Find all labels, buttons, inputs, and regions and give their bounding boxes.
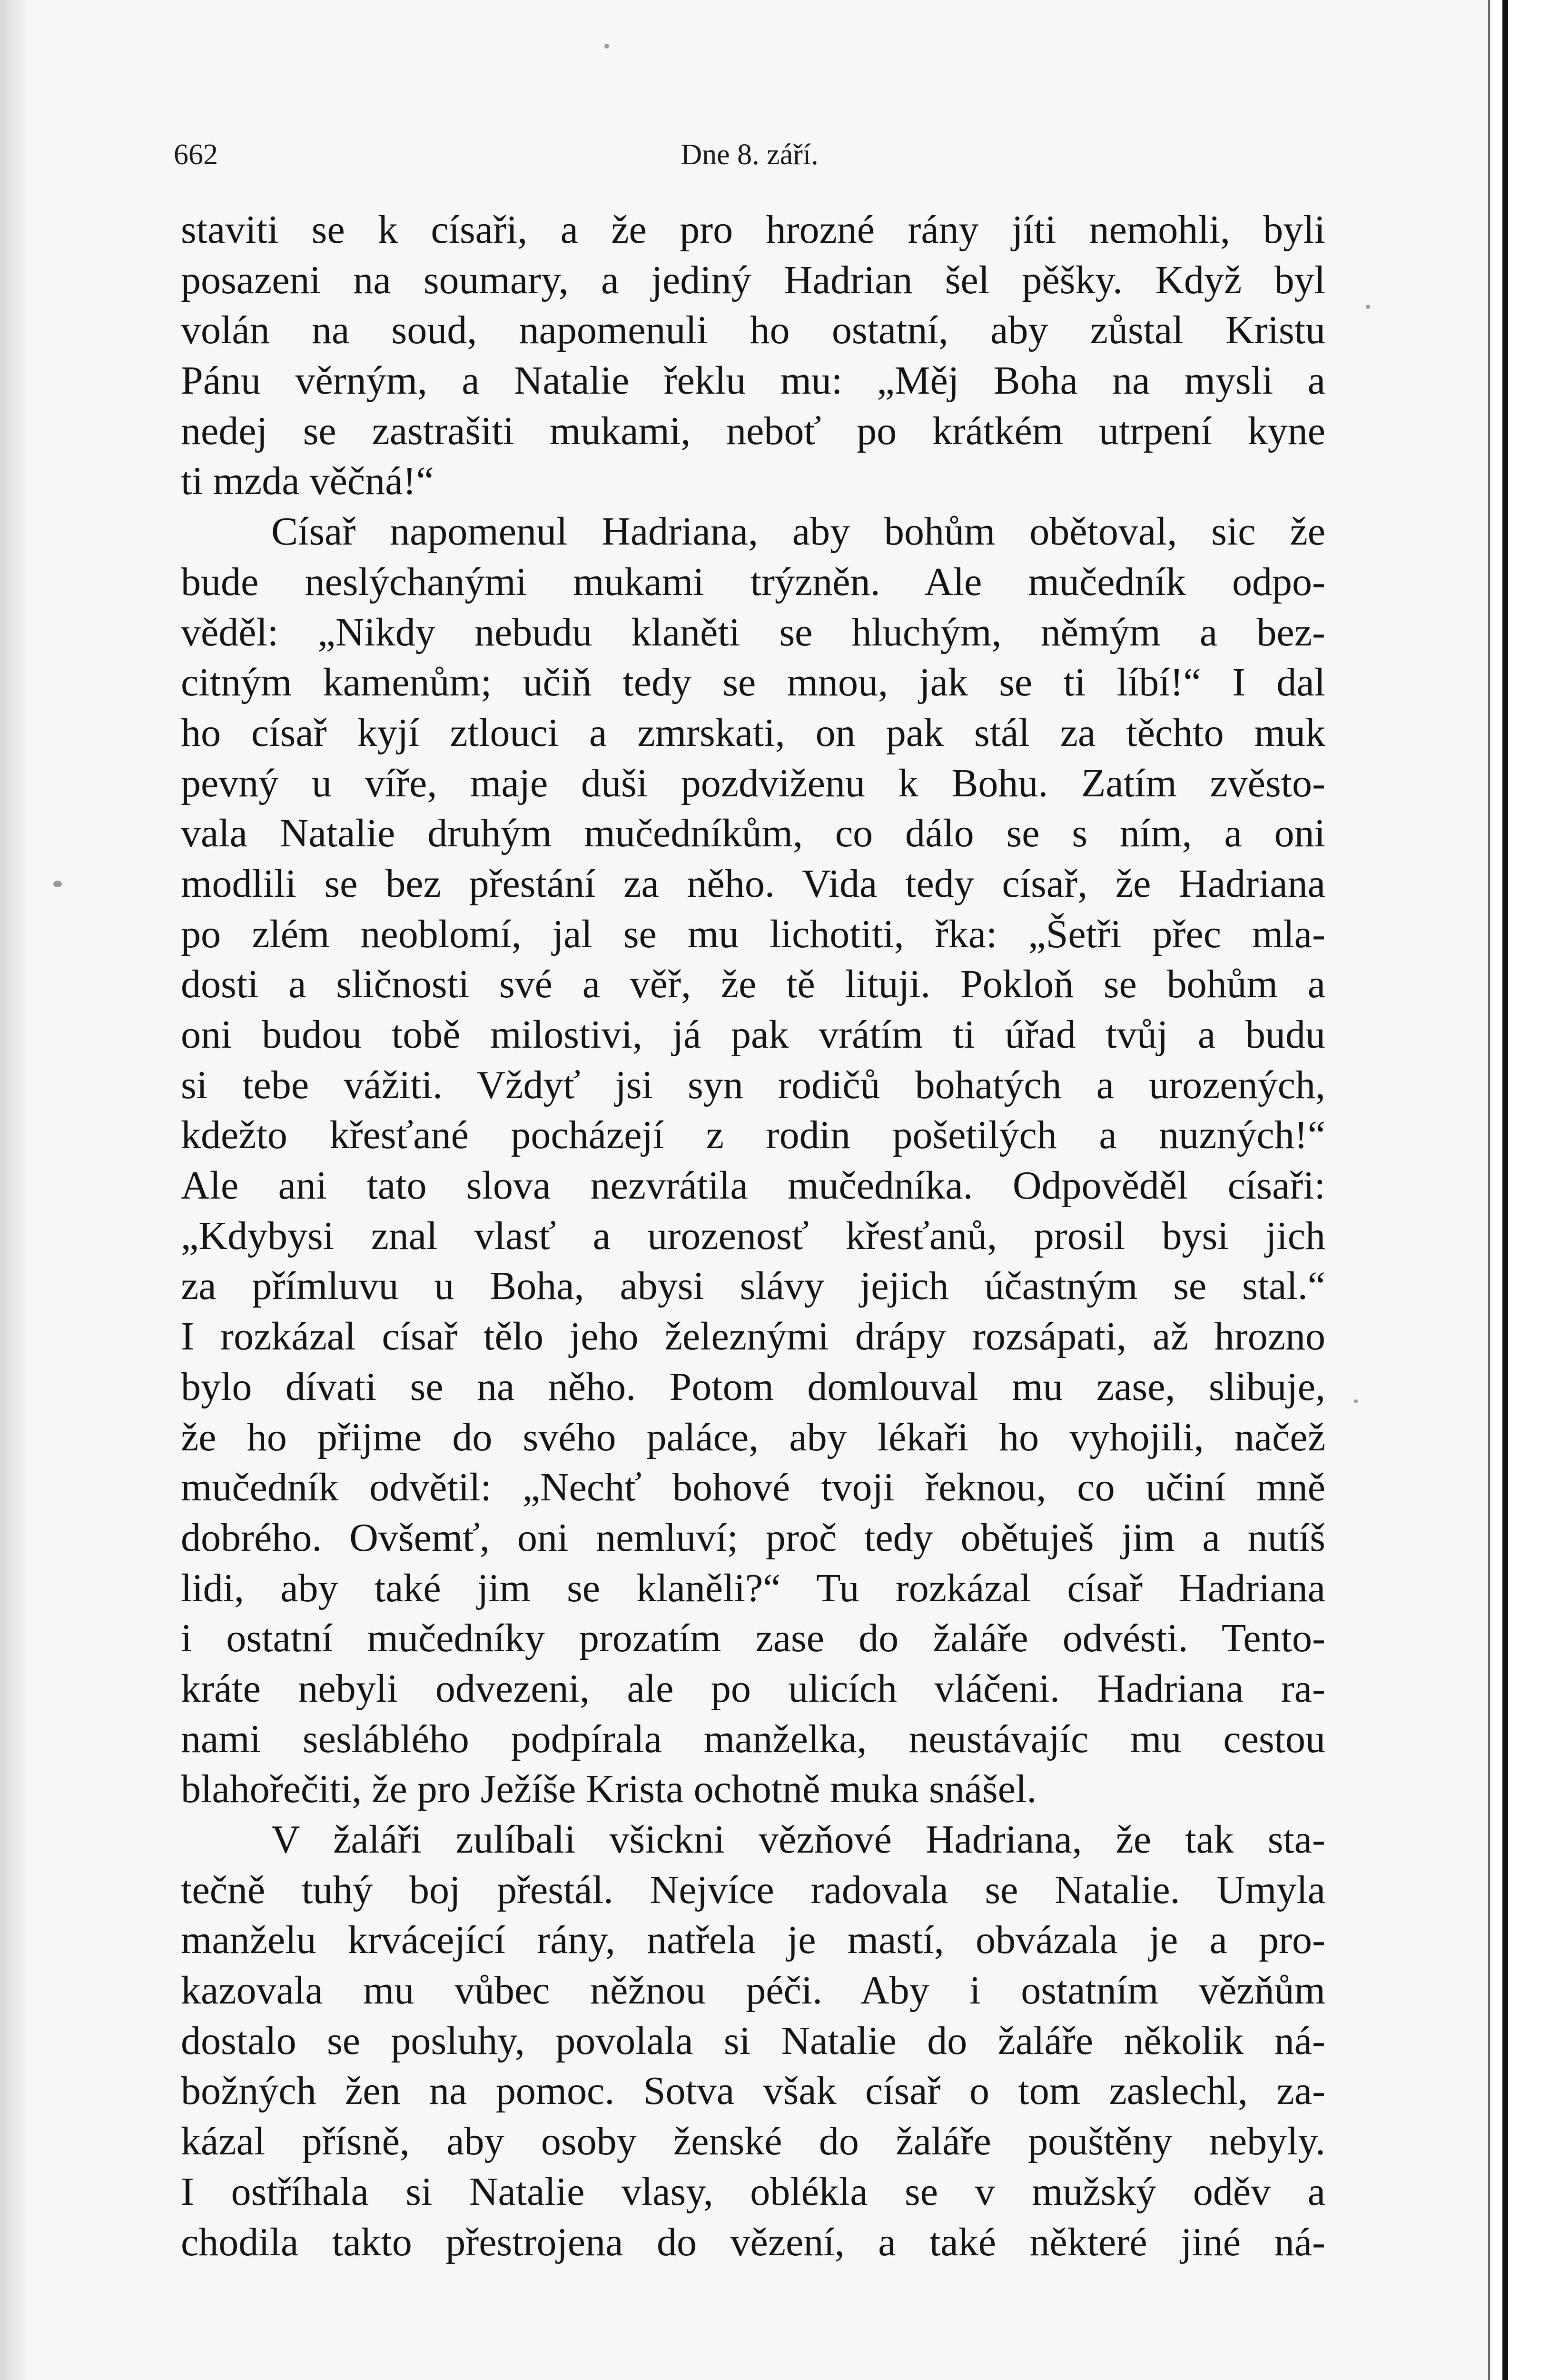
text-line: I rozkázal císař tělo jeho železnými drápy rozsápati, až hrozno [181,1314,1325,1359]
text-line: „Kdybysi znal vlasť a urozenosť křesťanů, prosil bysi jich [181,1213,1325,1258]
binding-rule [1502,0,1508,2380]
scan-speck [604,44,609,49]
text-line: lidi, aby také jim se klaněli?“ Tu rozkázal císař Hadriana [181,1566,1325,1610]
scan-shadow-left [0,0,29,2380]
text-line: manželu krvácející rány, natřela je mastí, obvázala je a pro- [181,1918,1325,1963]
running-head: Dne 8. září. [681,139,819,171]
text-line: že ho přijme do svého paláce, aby lékaři ho vyhojili, načež [181,1415,1325,1459]
text-line: ho císař kyjí ztlouci a zmrskati, on pak stál za těchto muk [181,710,1325,755]
text-line: Císař napomenul Hadriana, aby bohům obětoval, sic že [271,509,1325,554]
text-line: božných žen na pomoc. Sotva však císař o tom zaslechl, za- [181,2069,1325,2113]
text-line: kráte nebyli odvezeni, ale po ulicích vláčeni. Hadriana ra- [181,1666,1325,1711]
text-line: chodila takto přestrojena do vězení, a také některé jiné ná- [181,2220,1325,2264]
text-line: modlili se bez přestání za něho. Vida tedy císař, že Hadriana [181,861,1325,906]
text-line: tečně tuhý boj přestál. Nejvíce radovala se Natalie. Umyla [181,1867,1325,1912]
page-number: 662 [174,139,218,171]
text-line: blahořečiti, že pro Ježíše Krista ochotně muka snášel. [181,1767,1037,1812]
page-header [174,138,1325,176]
text-line: volán na soud, napomenuli ho ostatní, aby zůstal Kristu [181,308,1325,353]
body-text [181,205,1325,2267]
text-line: i ostatní mučedníky prozatím zase do žaláře odvésti. Tento- [181,1616,1325,1661]
text-line: posazeni na soumary, a jediný Hadrian šel pěšky. Když byl [181,258,1325,302]
text-line: pevný u víře, maje duši pozdviženu k Bohu. Zatím zvěsto- [181,761,1325,805]
text-line: citným kamenům; učiň tedy se mnou, jak se ti líbí!“ I dal [181,660,1325,705]
text-line: nedej se zastrašiti mukami, neboť po krátkém utrpení kyne [181,408,1325,453]
text-line: ti mzda věčná!“ [181,459,434,504]
text-line: dosti a sličnosti své a věř, že tě lituji. Pokloň se bohům a [181,962,1325,1007]
text-line: bylo dívati se na něho. Potom domlouval mu zase, slibuje, [181,1364,1325,1409]
text-line: staviti se k císaři, a že pro hrozné rány jíti nemohli, byli [181,208,1325,252]
text-line: Ale ani tato slova nezvrátila mučedníka. Odpověděl císaři: [181,1163,1325,1208]
text-line: si tebe vážiti. Vždyť jsi syn rodičů bohatých a urozených, [181,1062,1325,1107]
text-line: věděl: „Nikdy nebudu klaněti se hluchým, němým a bez- [181,610,1325,654]
text-line: dostalo se posluhy, povolala si Natalie do žaláře několik ná- [181,2018,1325,2063]
text-line: kazovala mu vůbec něžnou péči. Aby i ostatním vězňům [181,1968,1325,2013]
scan-speck [53,881,62,887]
binding-rule-thin [1488,0,1490,2380]
text-line: mučedník odvětil: „Nechť bohové tvoji řeknou, co učiní mně [181,1465,1325,1510]
text-line: po zlém neoblomí, jal se mu lichotiti, řka: „Šetři přec mla- [181,912,1325,956]
text-line: kdežto křesťané pocházejí z rodin pošetilých a nuzných!“ [181,1113,1325,1158]
text-line: vala Natalie druhým mučedníkům, co dálo se s ním, a oni [181,811,1325,856]
text-line: I ostříhala si Natalie vlasy, oblékla se v mužský oděv a [181,2169,1325,2214]
text-line: bude neslýchanými mukami trýzněn. Ale mučedník odpo- [181,559,1325,604]
text-line: oni budou tobě milostivi, já pak vrátím ti úřad tvůj a budu [181,1012,1325,1057]
page-edge-right [1493,0,1550,2380]
scan-speck [1366,305,1370,309]
text-line: kázal přísně, aby osoby ženské do žaláře pouštěny nebyly. [181,2119,1325,2164]
text-line: nami sesláblého podpírala manželka, neustávajíc mu cestou [181,1716,1325,1761]
text-line: Pánu věrným, a Natalie řeklu mu: „Měj Boha na mysli a [181,358,1325,403]
scan-speck [1354,1399,1358,1403]
text-line: dobrého. Ovšemť, oni nemluví; proč tedy obětuješ jim a nutíš [181,1515,1325,1560]
text-line: V žaláři zulíbali všickni vězňové Hadriana, že tak sta- [271,1817,1325,1862]
text-line: za přímluvu u Boha, abysi slávy jejich účastným se stal.“ [181,1264,1325,1309]
